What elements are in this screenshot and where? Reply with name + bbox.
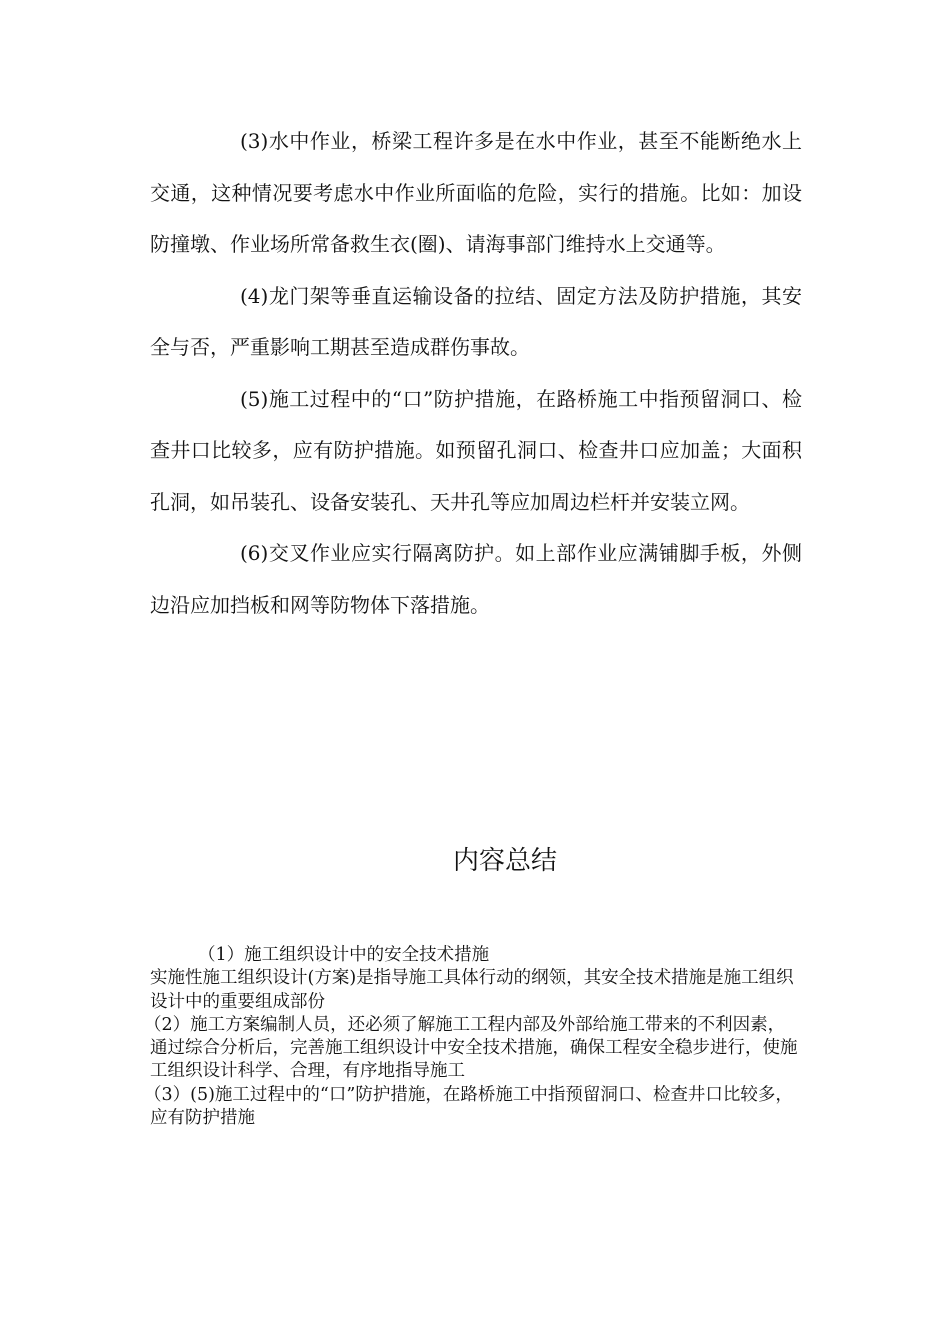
summary-block: [144, 944, 800, 1130]
summary-title: 内容总结: [452, 846, 557, 876]
paragraph-openings: (5)施工过程中的“口”防护措施，在路桥施工中指预留洞口、检查井口比较多，应有防护措施。如预留孔洞口、检查井口应加盖；大面积孔洞，如吊装孔、设备安装孔、天井孔等应加周边栏杆并安装立网。: [150, 386, 802, 514]
paragraph-water-work: (3)水中作业，桥梁工程许多是在水中作业，甚至不能断绝水上交通，这种情况要考虑水中作业所面临的危险，实行的措施。比如：加设防撞墩、作业场所常备救生衣(圈)、请海事部门维持水上交通等。: [150, 129, 802, 256]
summary-line: （2）施工方案编制人员，还必须了解施工工程内部及外部给施工带来的不利因素，通过综合分析后，完善施工组织设计中安全技术措施，确保工程安全稳步进行，使施工组织设计科学、合理，有序地指导施工: [144, 1014, 798, 1082]
body-text: [150, 116, 802, 631]
paragraph-gantry: (4)龙门架等垂直运输设备的拉结、固定方法及防护措施，其安全与否，严重影响工期甚至造成群伤事故。: [150, 283, 802, 359]
summary-line: （1）施工组织设计中的安全技术措施: [198, 945, 490, 965]
paragraph-cross-work: (6)交叉作业应实行隔离防护。如上部作业应满铺脚手板，外侧边沿应加挡板和网等防物体下落措施。: [150, 541, 802, 617]
summary-line: （3）(5)施工过程中的“口”防护措施，在路桥施工中指预留洞口、检查井口比较多，应有防护措施: [144, 1084, 793, 1129]
summary-line: 实施性施工组织设计(方案)是指导施工具体行动的纲领，其安全技术措施是施工组织设计中的重要组成部份: [150, 968, 794, 1012]
